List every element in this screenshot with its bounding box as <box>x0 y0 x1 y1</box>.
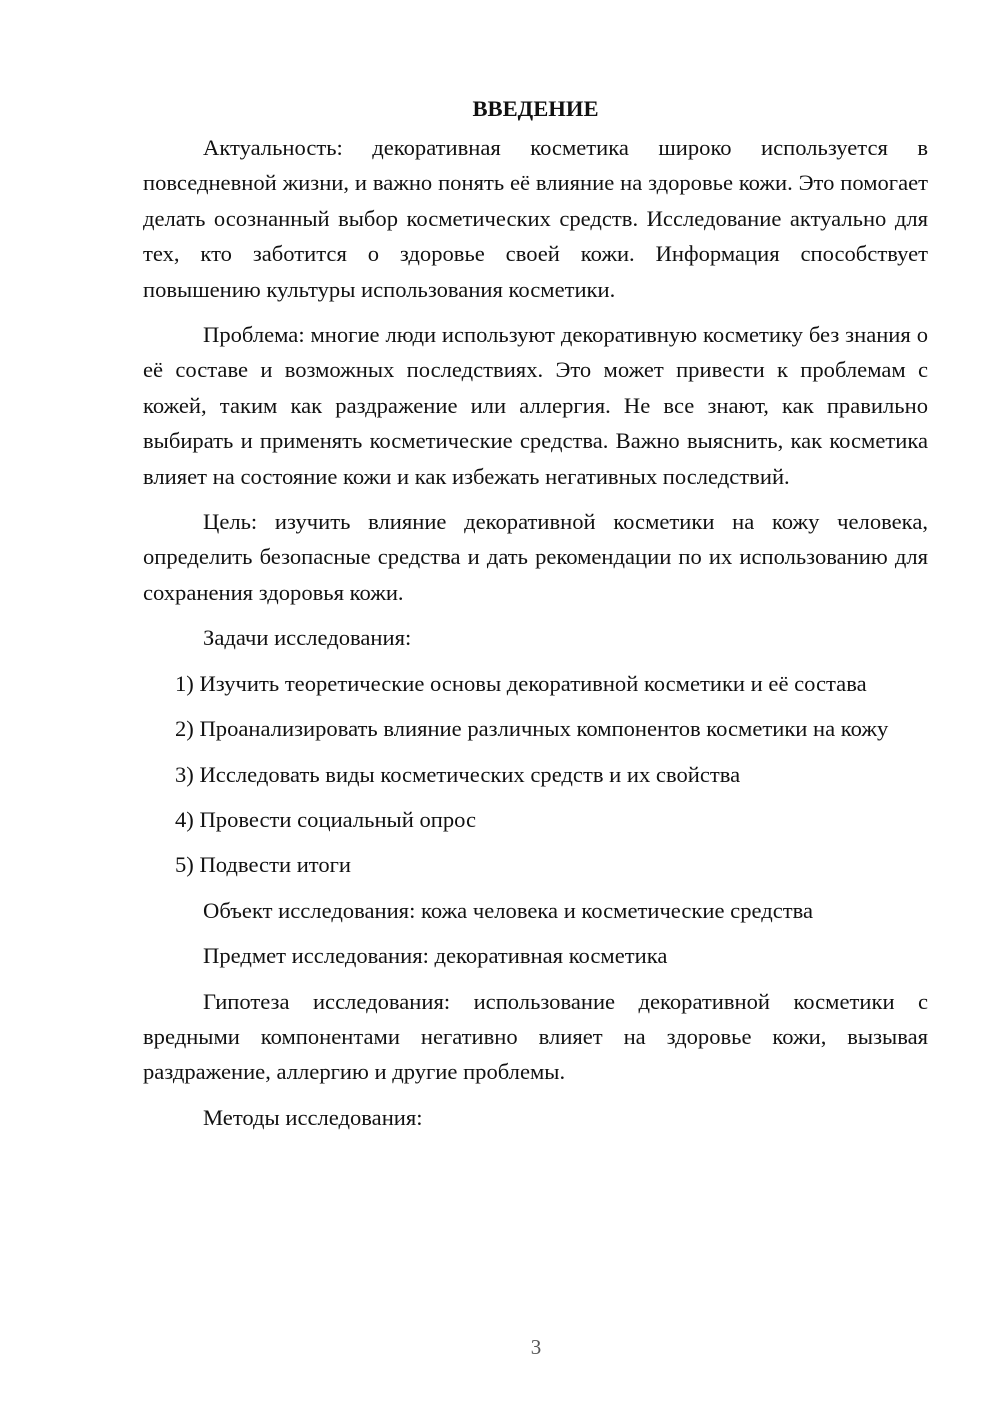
research-object: Объект исследования: кожа человека и косметические средства <box>203 897 814 923</box>
tasks-title: Задачи исследования: <box>203 625 412 651</box>
page-content <box>143 90 928 1145</box>
task-item-2: 2) Проанализировать влияние различных компонентов косметики на кожу <box>175 716 889 742</box>
page-number: 3 <box>530 1335 542 1359</box>
task-item-5: 5) Подвести итоги <box>175 852 352 878</box>
goal-paragraph: Цель: изучить влияние декоративной косметики на кожу человека, определить безопасные средства и дать рекомендации по их использованию для сохранения здоровья кожи. <box>143 509 928 605</box>
relevance-paragraph: Актуальность: декоративная косметика широко используется в повседневной жизни, и важно понять её влияние на здоровье кожи. Это помогает делать осознанный выбор косметических средств. Исследование актуально для тех, кто заботится о здоровье своей кожи. Информация способствует повышению культуры использования косметики. <box>143 135 928 302</box>
research-hypothesis: Гипотеза исследования: использование декоративной косметики с вредными компонентами негативно влияет на здоровье кожи, вызывая раздражение, аллергию и другие проблемы. <box>143 988 928 1085</box>
research-subject: Предмет исследования: декоративная косметика <box>203 943 668 969</box>
research-methods: Методы исследования: <box>203 1104 423 1130</box>
task-item-1: 1) Изучить теоретические основы декоративной косметики и её состава <box>175 670 867 696</box>
page-heading: ВВЕДЕНИЕ <box>472 96 599 121</box>
task-item-4: 4) Провести социальный опрос <box>175 806 477 832</box>
task-item-3: 3) Исследовать виды косметических средств и их свойства <box>175 761 741 787</box>
problem-paragraph: Проблема: многие люди используют декоративную косметику без знания о её составе и возможных последствиях. Это может привести к проблемам с кожей, таким как раздражение или аллергия. Не все знают, как правильно выбирать и применять косметические средства. Важно выяснить, как косметика влияет на состояние кожи и как избежать негативных последствий. <box>143 322 928 489</box>
